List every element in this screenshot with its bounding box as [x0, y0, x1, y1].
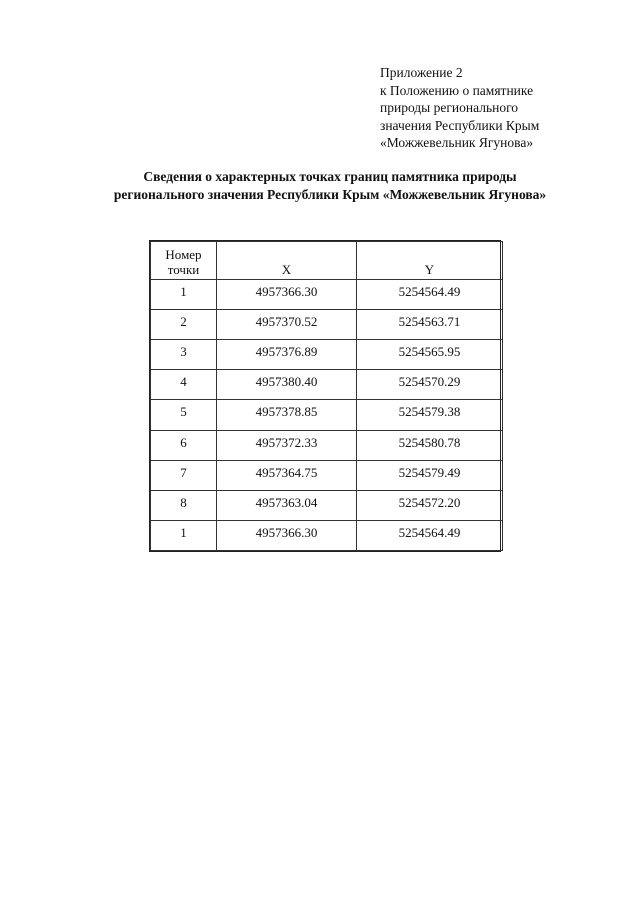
title-line-1: Сведения о характерных точках границ памятника природы	[143, 169, 517, 184]
cell-x: 4957364.75	[217, 460, 357, 490]
cell-point-number: 6	[151, 430, 217, 460]
cell-x: 4957370.52	[217, 310, 357, 340]
table-row	[151, 280, 503, 310]
table-header-row	[151, 242, 503, 280]
cell-point-number: 7	[151, 460, 217, 490]
header-point-number-line1: Номер	[165, 247, 202, 263]
table-row	[151, 460, 503, 490]
cell-x: 4957380.40	[217, 370, 357, 400]
cell-x: 4957378.85	[217, 400, 357, 430]
cell-y: 5254563.71	[357, 310, 503, 340]
appendix-note	[380, 64, 620, 152]
appendix-line: «Можжевельник Ягунова»	[380, 135, 534, 150]
cell-x: 4957363.04	[217, 490, 357, 520]
table-row	[151, 370, 503, 400]
cell-y: 5254580.78	[357, 430, 503, 460]
cell-x: 4957366.30	[217, 280, 357, 310]
header-y: Y	[357, 242, 503, 280]
cell-point-number: 5	[151, 400, 217, 430]
cell-point-number: 1	[151, 280, 217, 310]
cell-x: 4957366.30	[217, 520, 357, 550]
appendix-line: Приложение 2	[380, 65, 463, 80]
cell-point-number: 1	[151, 520, 217, 550]
table-row	[151, 490, 503, 520]
cell-point-number: 4	[151, 370, 217, 400]
appendix-line: к Положению о памятнике	[380, 82, 534, 98]
header-point-number	[151, 242, 217, 280]
cell-point-number: 2	[151, 310, 217, 340]
cell-y: 5254564.49	[357, 280, 503, 310]
cell-y: 5254579.49	[357, 460, 503, 490]
cell-y: 5254572.20	[357, 490, 503, 520]
header-x: X	[217, 242, 357, 280]
appendix-line: природы регионального	[380, 100, 519, 115]
cell-point-number: 3	[151, 340, 217, 370]
table-row	[151, 340, 503, 370]
document-title	[60, 168, 600, 204]
table-row	[151, 400, 503, 430]
coordinates-table-frame	[149, 240, 501, 552]
coordinates-table	[150, 241, 503, 551]
cell-point-number: 8	[151, 490, 217, 520]
table-row	[151, 430, 503, 460]
cell-x: 4957376.89	[217, 340, 357, 370]
cell-y: 5254565.95	[357, 340, 503, 370]
appendix-line: значения Республики Крым	[380, 117, 540, 133]
cell-y: 5254570.29	[357, 370, 503, 400]
cell-y: 5254579.38	[357, 400, 503, 430]
title-line-2: регионального значения Республики Крым «Можжевельник Ягунова»	[113, 187, 547, 202]
cell-y: 5254564.49	[357, 520, 503, 550]
table-row	[151, 520, 503, 550]
header-point-number-line2: точки	[167, 262, 200, 278]
table-row	[151, 310, 503, 340]
cell-x: 4957372.33	[217, 430, 357, 460]
